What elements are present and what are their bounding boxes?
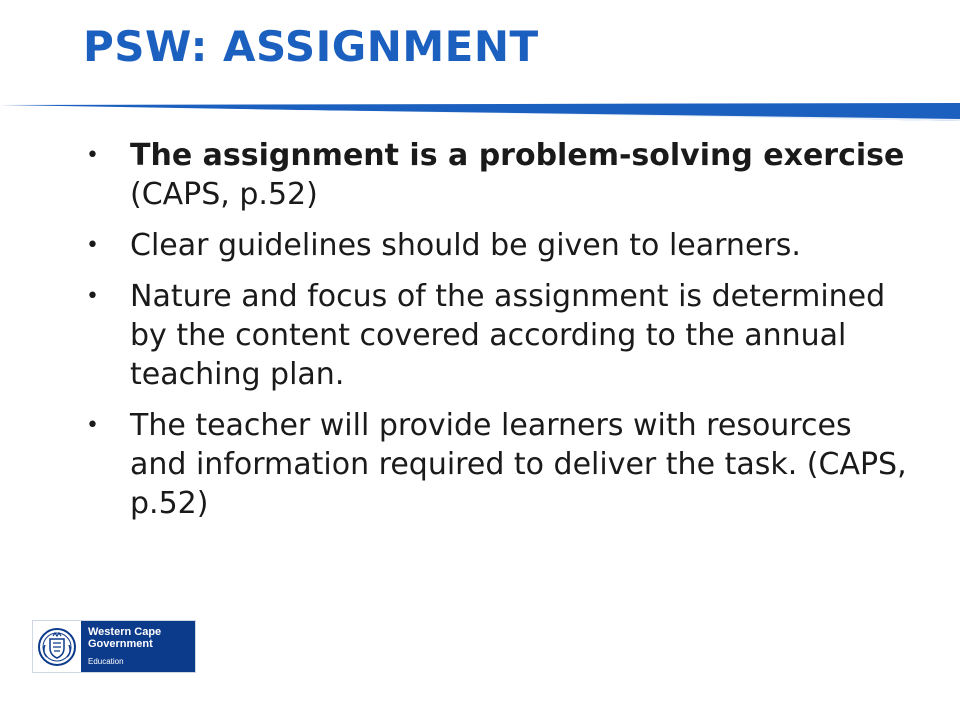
logo-line-2: Government [88, 638, 153, 650]
bullet-bold-text: The assignment is a problem-solving exercise [130, 138, 905, 173]
bullet-text: (CAPS, p.52) [130, 177, 318, 212]
logo-department: Education [88, 657, 124, 666]
bullet-item [84, 406, 914, 523]
bullet-text: Nature and focus of the assignment is determined by the content covered according to the annual teaching plan. [130, 279, 886, 392]
title-divider [0, 103, 960, 121]
coat-of-arms-icon [33, 621, 81, 672]
bullet-marker: • [86, 413, 99, 438]
bullet-item [84, 136, 914, 214]
logo-line-1: Western Cape [88, 626, 162, 638]
bullet-item [84, 226, 914, 265]
bullet-text: Clear guidelines should be given to learners. [130, 228, 801, 263]
bullet-text: The teacher will provide learners with resources and information required to deliver the task. (CAPS, p.52) [130, 408, 907, 521]
bullet-marker: • [86, 143, 99, 168]
bullet-marker: • [86, 233, 99, 258]
bullet-list [84, 136, 914, 535]
western-cape-government-logo [32, 620, 196, 673]
bullet-item [84, 277, 914, 394]
bullet-marker: • [86, 284, 99, 309]
slide-title: PSW: ASSIGNMENT [83, 22, 539, 71]
logo-text-panel [81, 621, 195, 672]
